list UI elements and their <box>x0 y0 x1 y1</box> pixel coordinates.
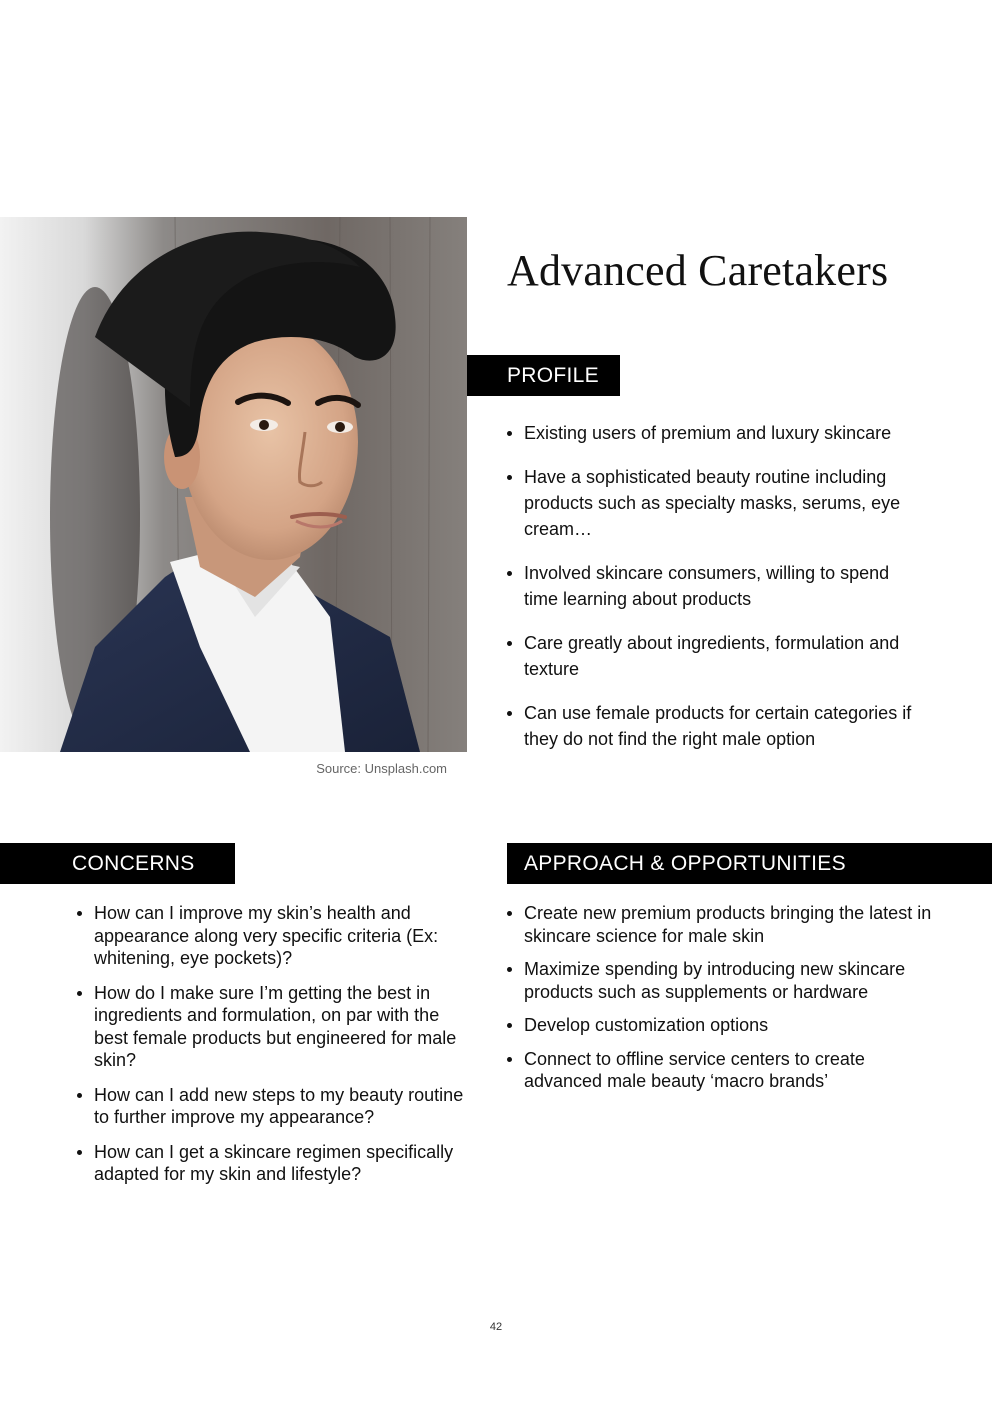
page-number: 42 <box>489 1321 503 1333</box>
list-item <box>507 630 927 682</box>
bullet-icon <box>507 431 512 436</box>
list-item-text: Develop customization options <box>524 1015 769 1035</box>
bullet-icon <box>507 1057 512 1062</box>
profile-heading: PROFILE <box>467 355 620 396</box>
photo-source-caption: Source: Unsplash.com <box>316 761 447 776</box>
list-item <box>77 982 472 1072</box>
approach-heading: APPROACH & OPPORTUNITIES <box>507 843 992 884</box>
list-item-text: Care greatly about ingredients, formulation and texture <box>524 633 900 679</box>
bullet-icon <box>507 1023 512 1028</box>
bullet-icon <box>507 967 512 972</box>
concerns-list <box>77 902 472 1198</box>
list-item-text: How can I get a skincare regimen specifically adapted for my skin and lifestyle? <box>94 1141 454 1184</box>
list-item-text: Connect to offline service centers to create advanced male beauty ‘macro brands’ <box>524 1048 865 1091</box>
list-item <box>507 902 932 947</box>
bullet-icon <box>507 711 512 716</box>
concerns-heading: CONCERNS <box>0 843 235 884</box>
page-title: Advanced Caretakers <box>507 246 889 295</box>
list-item-text: Create new premium products bringing the latest in skincare science for male skin <box>524 903 932 946</box>
list-item-text: How can I add new steps to my beauty routine to further improve my appearance? <box>94 1084 464 1127</box>
list-item-text: How can I improve my skin’s health and appearance along very specific criteria (Ex: whitening, eye pockets)? <box>94 903 439 968</box>
bullet-icon <box>507 911 512 916</box>
list-item <box>77 902 472 970</box>
list-item <box>507 420 927 446</box>
list-item <box>507 958 932 1003</box>
list-item-text: How do I make sure I’m getting the best in ingredients and formulation, on par with the best female products but engineered for male skin? <box>94 982 457 1070</box>
bullet-icon <box>77 911 82 916</box>
bullet-icon <box>77 1150 82 1155</box>
portrait-photo <box>0 217 467 752</box>
bullet-icon <box>77 1093 82 1098</box>
list-item <box>77 1141 472 1186</box>
bullet-icon <box>507 641 512 646</box>
list-item-text: Existing users of premium and luxury skincare <box>524 423 892 443</box>
list-item <box>507 1048 932 1093</box>
bullet-icon <box>77 991 82 996</box>
list-item-text: Have a sophisticated beauty routine including products such as specialty masks, serums, eye cream… <box>524 467 901 539</box>
approach-list <box>507 902 932 1104</box>
bullet-icon <box>507 571 512 576</box>
list-item <box>507 560 927 612</box>
list-item <box>507 464 927 542</box>
list-item <box>507 1014 932 1037</box>
profile-list <box>507 420 927 770</box>
list-item-text: Maximize spending by introducing new skincare products such as supplements or hardware <box>524 959 906 1002</box>
list-item-text: Can use female products for certain categories if they do not find the right male option <box>524 703 912 749</box>
list-item-text: Involved skincare consumers, willing to spend time learning about products <box>524 563 890 609</box>
list-item <box>507 700 927 752</box>
bullet-icon <box>507 475 512 480</box>
list-item <box>77 1084 472 1129</box>
